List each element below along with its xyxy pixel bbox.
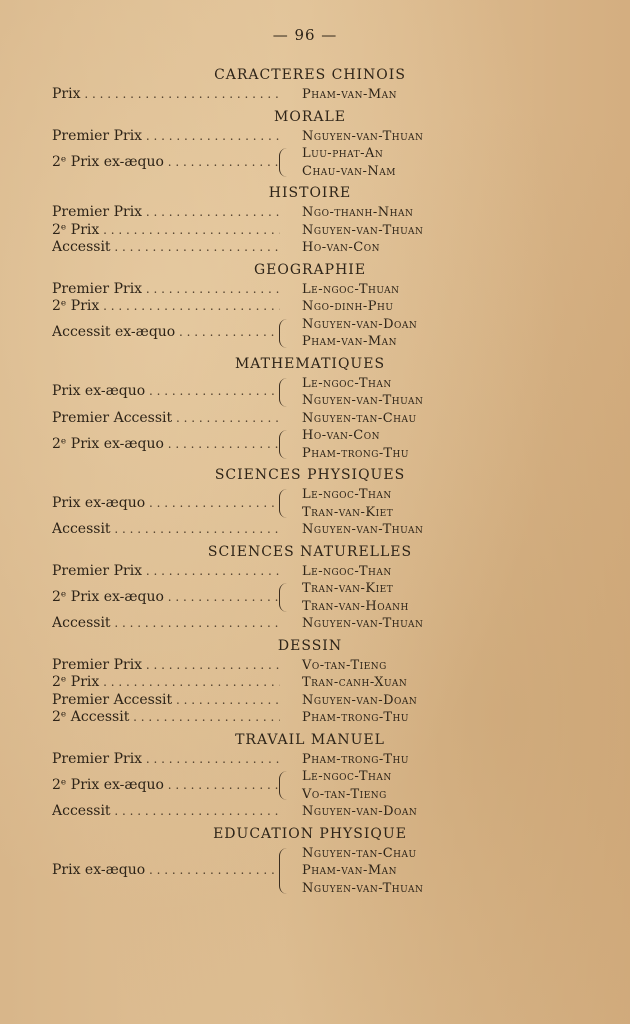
student-names [302, 239, 380, 257]
award-entry [0, 128, 630, 146]
student-names [302, 674, 407, 692]
student-names [302, 298, 393, 316]
award-entry [0, 281, 630, 299]
award-entry [0, 375, 630, 410]
subject-section [0, 729, 630, 821]
award-entry [0, 615, 630, 633]
page-number: — 96 — [272, 26, 338, 44]
student-name: Nguyen-van-Thuan [302, 522, 424, 537]
award-entry [0, 222, 630, 240]
award-entry [0, 86, 630, 104]
student-names [302, 845, 423, 898]
award-entry [0, 768, 630, 803]
student-names [302, 316, 417, 351]
award-label: Premier Prix . . . [52, 281, 280, 297]
student-name: Le-ngoc-Than [302, 769, 392, 784]
brace [279, 378, 288, 407]
award-entry [0, 239, 630, 257]
student-name: Tran-van-Hoanh [302, 598, 409, 614]
award-entry [0, 709, 630, 727]
brace [279, 848, 288, 895]
student-name: Nguyen-van-Doan [302, 804, 418, 819]
student-names [302, 563, 392, 581]
subject-section [0, 635, 630, 727]
student-name: Pham-trong-Thu [302, 751, 409, 767]
brace [279, 583, 288, 612]
student-name: Ho-van-Con [302, 240, 380, 255]
award-label: 2ᵉ Prix ex-æquo . . . [52, 154, 280, 170]
student-names [302, 222, 423, 240]
subject-title: SCIENCES PHYSIQUES [214, 467, 406, 483]
student-names [302, 410, 417, 428]
subject-section [0, 106, 630, 181]
brace [279, 771, 288, 800]
award-label: Accessit . . . [52, 803, 280, 819]
student-names [302, 204, 413, 222]
student-name: Pham-van-Man [302, 334, 398, 349]
subject-section [0, 353, 630, 463]
brace [279, 489, 288, 518]
student-names [302, 768, 392, 803]
student-name: Tran-canh-Xuan [302, 675, 408, 690]
subject-title: DESSIN [277, 637, 343, 654]
student-names [302, 657, 387, 675]
award-entry [0, 204, 630, 222]
student-names [302, 615, 423, 633]
subject-title: HISTOIRE [268, 185, 352, 201]
award-entry [0, 751, 630, 769]
award-label: Accessit ex-æquo . . . [52, 324, 280, 340]
student-name: Chau-van-Nam [302, 163, 397, 179]
student-name: Nguyen-van-Doan [302, 692, 418, 708]
award-label: 2ᵉ Prix ex-æquo . . . [52, 589, 280, 605]
award-label: 2ᵉ Prix ex-æquo . . . [52, 777, 280, 793]
subject-title: MATHEMATIQUES [234, 355, 386, 372]
student-names [302, 580, 409, 615]
student-name: Ngo-thanh-Nhan [302, 205, 414, 220]
subject-section [0, 182, 630, 257]
student-name: Pham-van-Man [302, 87, 398, 102]
prize-list [0, 62, 630, 897]
subject-title: MORALE [274, 108, 346, 125]
award-entry [0, 674, 630, 692]
award-entry [0, 580, 630, 615]
award-entry [0, 657, 630, 675]
brace [279, 148, 288, 177]
brace [279, 430, 288, 459]
student-names [302, 375, 423, 410]
award-label: Accessit . . . [52, 239, 280, 255]
student-name: Pham-trong-Thu [302, 710, 409, 725]
student-name: Le-ngoc-Than [302, 375, 392, 391]
award-label: Prix . . . [52, 86, 280, 102]
student-name: Nguyen-van-Thuan [302, 880, 424, 896]
subject-section [0, 64, 630, 104]
student-name: Nguyen-van-Thuan [302, 128, 424, 144]
student-name: Tran-van-Kiet [302, 581, 394, 596]
subject-section [0, 823, 630, 898]
student-name: Vo-tan-Tieng [302, 657, 387, 673]
award-label: Accessit . . . [52, 615, 280, 631]
student-names [302, 86, 397, 104]
subject-title: GEOGRAPHIE [253, 261, 367, 278]
student-name: Ho-van-Con [302, 428, 380, 443]
student-names [302, 692, 417, 710]
award-label: Accessit . . . [52, 521, 280, 537]
student-name: Nguyen-van-Thuan [302, 222, 424, 238]
student-name: Le-ngoc-Than [302, 487, 392, 502]
student-name: Ngo-dinh-Phu [302, 299, 394, 314]
student-name: Luu-phat-An [302, 146, 384, 161]
subject-title: TRAVAIL MANUEL [235, 731, 385, 748]
award-entry [0, 316, 630, 351]
student-names [302, 128, 423, 146]
award-entry [0, 486, 630, 521]
award-entry [0, 563, 630, 581]
student-name: Nguyen-tan-Chau [302, 410, 417, 426]
award-label: Premier Prix . . . [52, 128, 280, 144]
student-names [302, 521, 423, 539]
student-name: Tran-van-Kiet [302, 504, 394, 520]
student-name: Pham-trong-Thu [302, 445, 409, 461]
award-label: 2ᵉ Accessit . . . [52, 709, 280, 725]
subject-title: CARACTERES CHINOIS [214, 67, 406, 83]
award-entry [0, 410, 630, 428]
award-entry [0, 803, 630, 821]
award-label: 2ᵉ Prix . . . [52, 674, 280, 690]
award-entry [0, 692, 630, 710]
award-label: Premier Prix . . . [52, 204, 280, 220]
award-label: 2ᵉ Prix . . . [52, 298, 280, 314]
award-label: Premier Accessit . . . [52, 692, 280, 708]
award-label: 2ᵉ Prix . . . [52, 222, 280, 238]
student-name: Nguyen-van-Thuan [302, 393, 424, 408]
award-label: Premier Prix . . . [52, 563, 280, 579]
student-names [302, 803, 417, 821]
student-name: Le-ngoc-Than [302, 563, 392, 579]
student-names [302, 709, 409, 727]
award-entry [0, 521, 630, 539]
student-name: Le-ngoc-Thuan [302, 281, 400, 297]
subject-title: SCIENCES NATURELLES [207, 543, 413, 560]
student-names [302, 486, 393, 521]
student-names [302, 427, 409, 462]
subject-title: EDUCATION PHYSIQUE [213, 825, 407, 842]
award-entry [0, 845, 630, 898]
student-names [302, 751, 409, 769]
student-name: Nguyen-van-Doan [302, 316, 418, 332]
student-names [302, 145, 396, 180]
award-entry [0, 145, 630, 180]
brace [279, 319, 288, 348]
student-name: Nguyen-tan-Chau [302, 845, 417, 861]
award-entry [0, 298, 630, 316]
award-entry [0, 427, 630, 462]
award-label: 2ᵉ Prix ex-æquo . . . [52, 436, 280, 452]
award-label: Prix ex-æquo . . . [52, 383, 280, 399]
subject-section [0, 464, 630, 539]
student-names [302, 281, 400, 299]
award-label: Premier Prix . . . [52, 657, 280, 673]
award-label: Premier Prix . . . [52, 751, 280, 767]
student-name: Vo-tan-Tieng [302, 786, 387, 802]
student-name: Pham-van-Man [302, 863, 398, 878]
award-label: Premier Accessit . . . [52, 410, 280, 426]
subject-section [0, 259, 630, 351]
subject-section [0, 541, 630, 633]
award-label: Prix ex-æquo . . . [52, 862, 280, 878]
student-name: Nguyen-van-Thuan [302, 616, 424, 631]
award-label: Prix ex-æquo . . . [52, 495, 280, 511]
